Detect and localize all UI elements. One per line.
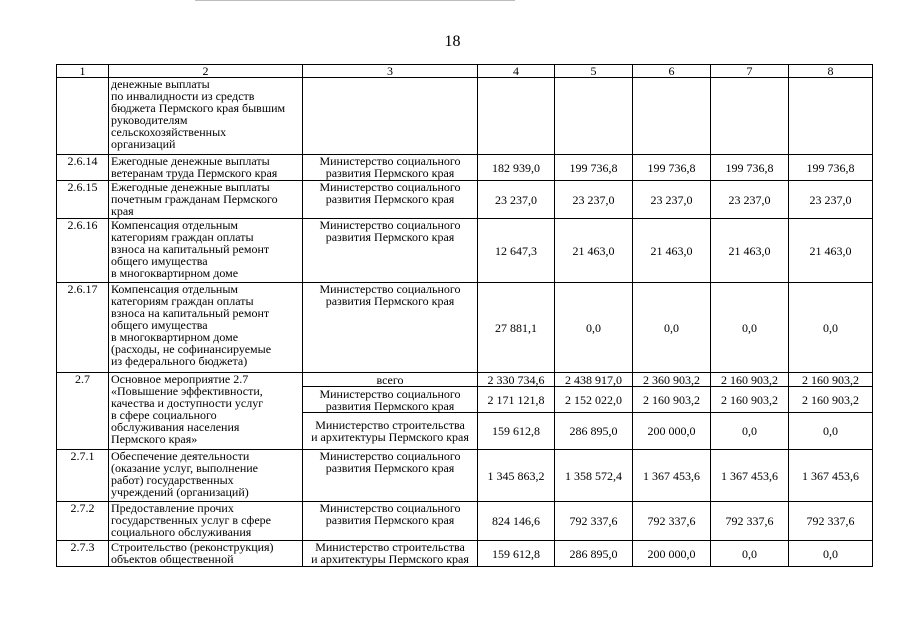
row-value: 159 612,8: [478, 413, 555, 450]
row-code: 2.7.1: [57, 450, 109, 502]
row-value: [789, 78, 873, 155]
row-name: Компенсация отдельным категориям граждан оплаты взноса на капитальный ремонт общего имущества в многоквартирном доме (расходы, не софинансируемые из федерального бюджета): [109, 283, 303, 373]
row-value: 1 367 453,6: [633, 450, 711, 502]
table-row-2-7-1: [57, 450, 873, 502]
row-code: 2.6.15: [57, 181, 109, 219]
budget-table: [56, 64, 873, 567]
row-value: 286 895,0: [555, 541, 633, 567]
row-executor: Министерство социального развития Пермского края: [303, 155, 478, 181]
page-number: 18: [444, 33, 461, 50]
col-header-4: 4: [478, 65, 555, 78]
col-header-1: 1: [57, 65, 109, 78]
table-row-2-6-15: [57, 181, 873, 219]
row-executor: Министерство социального развития Пермского края: [303, 387, 478, 413]
row-value: 0,0: [711, 541, 789, 567]
row-value: [478, 78, 555, 155]
row-value: [633, 78, 711, 155]
row-value: 21 463,0: [711, 219, 789, 283]
col-header-3: 3: [303, 65, 478, 78]
row-executor: Министерство социального развития Пермского края: [303, 181, 478, 219]
row-code: 2.7.3: [57, 541, 109, 567]
table-row-continuation: [57, 78, 873, 155]
row-name: Обеспечение деятельности (оказание услуг, выполнение работ) государственных учреждений (организаций): [109, 450, 303, 502]
row-code: 2.7.2: [57, 502, 109, 541]
row-value: 23 237,0: [789, 181, 873, 219]
row-value: 1 367 453,6: [789, 450, 873, 502]
row-value: 2 160 903,2: [789, 387, 873, 413]
row-value: 2 330 734,6: [478, 373, 555, 387]
col-header-7: 7: [711, 65, 789, 78]
row-executor: Министерство строительства и архитектуры Пермского края: [303, 413, 478, 450]
row-code: 2.6.16: [57, 219, 109, 283]
row-value: 0,0: [711, 283, 789, 373]
row-value: 1 358 572,4: [555, 450, 633, 502]
row-value: 792 337,6: [711, 502, 789, 541]
row-executor: [303, 78, 478, 155]
row-code: [57, 78, 109, 155]
col-header-5: 5: [555, 65, 633, 78]
row-value: [711, 78, 789, 155]
row-name: Строительство (реконструкция) объектов общественной: [109, 541, 303, 567]
row-value: 182 939,0: [478, 155, 555, 181]
table-row-2-7-2: [57, 502, 873, 541]
row-value: 792 337,6: [633, 502, 711, 541]
row-value: 0,0: [789, 413, 873, 450]
row-value: 2 160 903,2: [711, 387, 789, 413]
row-value: 2 171 121,8: [478, 387, 555, 413]
row-value: 200 000,0: [633, 413, 711, 450]
table-row-2-7-total: [57, 373, 873, 387]
row-value: 12 647,3: [478, 219, 555, 283]
table-row-2-7-3: [57, 541, 873, 567]
row-value: 199 736,8: [789, 155, 873, 181]
row-code: 2.6.17: [57, 283, 109, 373]
row-value: 21 463,0: [789, 219, 873, 283]
row-value: 0,0: [633, 283, 711, 373]
row-value: 21 463,0: [633, 219, 711, 283]
row-name: Ежегодные денежные выплаты почетным гражданам Пермского края: [109, 181, 303, 219]
col-header-8: 8: [789, 65, 873, 78]
row-value: 792 337,6: [789, 502, 873, 541]
row-value: 0,0: [555, 283, 633, 373]
row-value: 0,0: [789, 283, 873, 373]
row-code: 2.6.14: [57, 155, 109, 181]
header-row: [57, 65, 873, 78]
row-value: 2 438 917,0: [555, 373, 633, 387]
row-value: 2 152 022,0: [555, 387, 633, 413]
row-value: 27 881,1: [478, 283, 555, 373]
row-name: Компенсация отдельным категориям граждан оплаты взноса на капитальный ремонт общего имущества в многоквартирном доме: [109, 219, 303, 283]
row-value: 2 360 903,2: [633, 373, 711, 387]
row-value: 2 160 903,2: [711, 373, 789, 387]
row-name: денежные выплаты по инвалидности из средств бюджета Пермского края бывшим руководителям сельскохозяйственных организаций: [109, 78, 303, 155]
row-value: 21 463,0: [555, 219, 633, 283]
row-value: 2 160 903,2: [633, 387, 711, 413]
row-value: 1 345 863,2: [478, 450, 555, 502]
row-value: 23 237,0: [478, 181, 555, 219]
row-value: 2 160 903,2: [789, 373, 873, 387]
row-value: 199 736,8: [633, 155, 711, 181]
row-value: 23 237,0: [711, 181, 789, 219]
col-header-6: 6: [633, 65, 711, 78]
row-value: 0,0: [789, 541, 873, 567]
col-header-2: 2: [109, 65, 303, 78]
row-value: 23 237,0: [555, 181, 633, 219]
row-value: 200 000,0: [633, 541, 711, 567]
row-code: 2.7: [57, 373, 109, 450]
row-name: Предоставление прочих государственных услуг в сфере социального обслуживания: [109, 502, 303, 541]
table-row-2-6-17: [57, 283, 873, 373]
row-executor: Министерство социального развития Пермского края: [303, 219, 478, 283]
row-value: 1 367 453,6: [711, 450, 789, 502]
row-value: 824 146,6: [478, 502, 555, 541]
row-executor: Министерство социального развития Пермского края: [303, 283, 478, 373]
table-row-2-6-16: [57, 219, 873, 283]
row-value: 0,0: [711, 413, 789, 450]
row-executor: Министерство социального развития Пермского края: [303, 450, 478, 502]
row-name: Ежегодные денежные выплаты ветеранам труда Пермского края: [109, 155, 303, 181]
row-executor-total: всего: [303, 373, 478, 387]
row-value: 199 736,8: [711, 155, 789, 181]
row-executor: Министерство социального развития Пермского края: [303, 502, 478, 541]
row-value: 159 612,8: [478, 541, 555, 567]
row-value: 286 895,0: [555, 413, 633, 450]
row-value: 23 237,0: [633, 181, 711, 219]
table-row-2-6-14: [57, 155, 873, 181]
row-value: 199 736,8: [555, 155, 633, 181]
row-name: Основное мероприятие 2.7 «Повышение эффективности, качества и доступности услуг в сфере социального обслуживания населения Пермского края»: [109, 373, 303, 450]
row-value: 792 337,6: [555, 502, 633, 541]
scan-edge-line: [195, 0, 515, 1]
row-value: [555, 78, 633, 155]
row-executor: Министерство строительства и архитектуры Пермского края: [303, 541, 478, 567]
